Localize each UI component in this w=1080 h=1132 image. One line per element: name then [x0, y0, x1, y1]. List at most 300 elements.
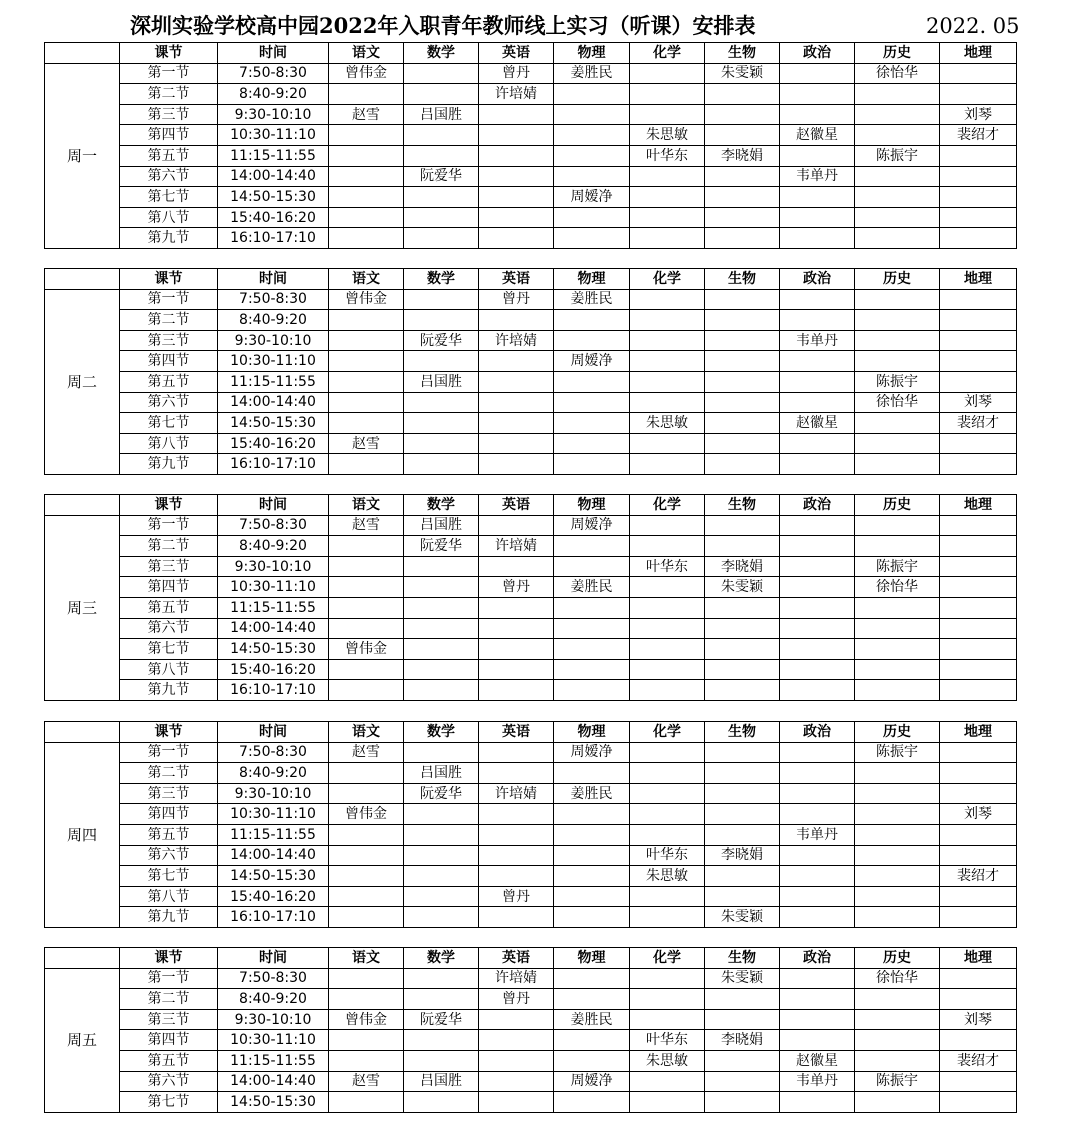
schedule-table-5: [44, 947, 1017, 1113]
column-header: 生物: [705, 948, 780, 969]
teacher-cell: [554, 1092, 630, 1113]
teacher-cell: [705, 1050, 780, 1071]
table-row: [45, 845, 1017, 866]
column-header: 生物: [705, 43, 780, 64]
teacher-cell: [404, 454, 479, 475]
teacher-cell: 曾丹: [479, 63, 554, 84]
table-row: [45, 556, 1017, 577]
period-cell: 第一节: [120, 289, 218, 310]
teacher-cell: [404, 824, 479, 845]
teacher-cell: [855, 639, 940, 660]
period-cell: 第二节: [120, 989, 218, 1010]
time-cell: 8:40-9:20: [218, 536, 329, 557]
column-header: 时间: [218, 43, 329, 64]
teacher-cell: [940, 845, 1017, 866]
table-row: [45, 536, 1017, 557]
teacher-cell: [630, 289, 705, 310]
teacher-cell: 吕国胜: [404, 1071, 479, 1092]
teacher-cell: [940, 515, 1017, 536]
column-header: 语文: [329, 269, 404, 290]
period-cell: 第二节: [120, 763, 218, 784]
teacher-cell: [479, 145, 554, 166]
teacher-cell: 阮爱华: [404, 166, 479, 187]
teacher-cell: [554, 145, 630, 166]
teacher-cell: [780, 907, 855, 928]
time-cell: 9:30-10:10: [218, 104, 329, 125]
teacher-cell: [630, 639, 705, 660]
teacher-cell: [479, 125, 554, 146]
period-cell: 第二节: [120, 536, 218, 557]
teacher-cell: [940, 639, 1017, 660]
column-header: 政治: [780, 269, 855, 290]
teacher-cell: [780, 618, 855, 639]
teacher-cell: [940, 763, 1017, 784]
period-cell: 第七节: [120, 413, 218, 434]
teacher-cell: [554, 597, 630, 618]
table-row: [45, 1009, 1017, 1030]
teacher-cell: 赵雪: [329, 433, 404, 454]
period-cell: 第五节: [120, 371, 218, 392]
teacher-cell: [630, 1009, 705, 1030]
period-cell: 第六节: [120, 166, 218, 187]
teacher-cell: [705, 104, 780, 125]
teacher-cell: [479, 680, 554, 701]
teacher-cell: [855, 536, 940, 557]
teacher-cell: [554, 866, 630, 887]
teacher-cell: [404, 145, 479, 166]
column-header: 英语: [479, 722, 554, 743]
column-header: 时间: [218, 722, 329, 743]
column-header: 化学: [630, 495, 705, 516]
teacher-cell: [940, 1030, 1017, 1051]
teacher-cell: [780, 742, 855, 763]
column-header: 语文: [329, 495, 404, 516]
teacher-cell: [705, 515, 780, 536]
teacher-cell: 吕国胜: [404, 515, 479, 536]
teacher-cell: 阮爱华: [404, 330, 479, 351]
table-row: [45, 392, 1017, 413]
teacher-cell: [780, 371, 855, 392]
teacher-cell: [404, 989, 479, 1010]
teacher-cell: [404, 866, 479, 887]
teacher-cell: [479, 845, 554, 866]
teacher-cell: [329, 84, 404, 105]
table-row: [45, 1050, 1017, 1071]
teacher-cell: [780, 763, 855, 784]
teacher-cell: 叶华东: [630, 556, 705, 577]
teacher-cell: [479, 1092, 554, 1113]
column-header: 生物: [705, 495, 780, 516]
teacher-cell: [554, 433, 630, 454]
teacher-cell: [780, 351, 855, 372]
column-header: 生物: [705, 722, 780, 743]
teacher-cell: [554, 84, 630, 105]
teacher-cell: [780, 63, 855, 84]
table-header-row: [45, 43, 1017, 64]
teacher-cell: [554, 392, 630, 413]
period-cell: 第八节: [120, 659, 218, 680]
weekday-label: 周三: [45, 515, 120, 700]
teacher-cell: [705, 680, 780, 701]
teacher-cell: 裴绍才: [940, 866, 1017, 887]
time-cell: 11:15-11:55: [218, 597, 329, 618]
teacher-cell: [630, 207, 705, 228]
teacher-cell: [329, 228, 404, 249]
table-header-row: [45, 722, 1017, 743]
teacher-cell: 赵雪: [329, 1071, 404, 1092]
teacher-cell: [855, 804, 940, 825]
column-header: 历史: [855, 948, 940, 969]
teacher-cell: [780, 804, 855, 825]
teacher-cell: [479, 618, 554, 639]
teacher-cell: [404, 845, 479, 866]
teacher-cell: [855, 1009, 940, 1030]
schedule-table-1: [44, 42, 1017, 249]
period-cell: 第七节: [120, 187, 218, 208]
teacher-cell: [705, 783, 780, 804]
teacher-cell: [479, 659, 554, 680]
time-cell: 16:10-17:10: [218, 907, 329, 928]
teacher-cell: [940, 228, 1017, 249]
teacher-cell: 赵雪: [329, 104, 404, 125]
teacher-cell: [329, 187, 404, 208]
teacher-cell: [630, 824, 705, 845]
teacher-cell: 陈振宇: [855, 556, 940, 577]
time-cell: 15:40-16:20: [218, 886, 329, 907]
teacher-cell: [630, 330, 705, 351]
time-cell: 9:30-10:10: [218, 556, 329, 577]
column-header: 历史: [855, 269, 940, 290]
teacher-cell: [940, 659, 1017, 680]
table-header-row: [45, 495, 1017, 516]
teacher-cell: [554, 125, 630, 146]
teacher-cell: [554, 763, 630, 784]
teacher-cell: [630, 577, 705, 598]
teacher-cell: [780, 187, 855, 208]
teacher-cell: [329, 1050, 404, 1071]
teacher-cell: [329, 824, 404, 845]
teacher-cell: [630, 1071, 705, 1092]
column-header: 数学: [404, 269, 479, 290]
period-cell: 第四节: [120, 125, 218, 146]
teacher-cell: [479, 907, 554, 928]
teacher-cell: [329, 145, 404, 166]
period-cell: 第六节: [120, 618, 218, 639]
teacher-cell: [940, 145, 1017, 166]
teacher-cell: 吕国胜: [404, 104, 479, 125]
teacher-cell: 叶华东: [630, 845, 705, 866]
teacher-cell: [630, 310, 705, 331]
time-cell: 15:40-16:20: [218, 433, 329, 454]
teacher-cell: [705, 413, 780, 434]
teacher-cell: 裴绍才: [940, 1050, 1017, 1071]
teacher-cell: [780, 577, 855, 598]
teacher-cell: [940, 433, 1017, 454]
teacher-cell: [630, 84, 705, 105]
table-row: [45, 228, 1017, 249]
period-cell: 第一节: [120, 968, 218, 989]
teacher-cell: [855, 1092, 940, 1113]
teacher-cell: [630, 907, 705, 928]
teacher-cell: [705, 618, 780, 639]
table-row: [45, 680, 1017, 701]
teacher-cell: [329, 1030, 404, 1051]
teacher-cell: 吕国胜: [404, 763, 479, 784]
teacher-cell: [329, 392, 404, 413]
column-header: 语文: [329, 948, 404, 969]
teacher-cell: [855, 659, 940, 680]
teacher-cell: [479, 742, 554, 763]
teacher-cell: [705, 989, 780, 1010]
time-cell: 9:30-10:10: [218, 1009, 329, 1030]
teacher-cell: 刘琴: [940, 804, 1017, 825]
period-cell: 第八节: [120, 433, 218, 454]
teacher-cell: [554, 1030, 630, 1051]
teacher-cell: [705, 742, 780, 763]
table-row: [45, 145, 1017, 166]
teacher-cell: [940, 824, 1017, 845]
teacher-cell: [855, 680, 940, 701]
column-header: 化学: [630, 43, 705, 64]
teacher-cell: [855, 454, 940, 475]
teacher-cell: [630, 104, 705, 125]
teacher-cell: [554, 968, 630, 989]
weekday-label: 周四: [45, 742, 120, 927]
teacher-cell: [705, 371, 780, 392]
teacher-cell: 朱思敏: [630, 413, 705, 434]
teacher-cell: [404, 639, 479, 660]
time-cell: 11:15-11:55: [218, 145, 329, 166]
teacher-cell: [554, 907, 630, 928]
teacher-cell: [780, 639, 855, 660]
teacher-cell: [855, 618, 940, 639]
teacher-cell: [404, 1030, 479, 1051]
teacher-cell: [855, 866, 940, 887]
time-cell: 7:50-8:30: [218, 515, 329, 536]
teacher-cell: 许培婧: [479, 536, 554, 557]
teacher-cell: [554, 454, 630, 475]
teacher-cell: [404, 804, 479, 825]
period-cell: 第五节: [120, 597, 218, 618]
teacher-cell: [329, 763, 404, 784]
teacher-cell: [855, 1030, 940, 1051]
teacher-cell: [479, 1030, 554, 1051]
teacher-cell: [404, 907, 479, 928]
teacher-cell: [554, 330, 630, 351]
teacher-cell: [780, 433, 855, 454]
teacher-cell: 陈振宇: [855, 145, 940, 166]
column-header: 数学: [404, 948, 479, 969]
teacher-cell: 赵徽星: [780, 413, 855, 434]
teacher-cell: 裴绍才: [940, 413, 1017, 434]
table-row: [45, 454, 1017, 475]
teacher-cell: 周嫒净: [554, 515, 630, 536]
time-cell: 14:00-14:40: [218, 618, 329, 639]
teacher-cell: [479, 763, 554, 784]
teacher-cell: [780, 454, 855, 475]
table-row: [45, 63, 1017, 84]
teacher-cell: 曾丹: [479, 577, 554, 598]
teacher-cell: [404, 680, 479, 701]
teacher-cell: [705, 310, 780, 331]
teacher-cell: 曾伟金: [329, 639, 404, 660]
period-cell: 第一节: [120, 515, 218, 536]
teacher-cell: 曾伟金: [329, 1009, 404, 1030]
teacher-cell: 朱思敏: [630, 1050, 705, 1071]
teacher-cell: [479, 1009, 554, 1030]
column-header: 政治: [780, 495, 855, 516]
teacher-cell: [940, 989, 1017, 1010]
time-cell: 8:40-9:20: [218, 763, 329, 784]
teacher-cell: [479, 310, 554, 331]
teacher-cell: 李晓娟: [705, 1030, 780, 1051]
teacher-cell: [940, 556, 1017, 577]
teacher-cell: [940, 63, 1017, 84]
time-cell: 11:15-11:55: [218, 824, 329, 845]
table-row: [45, 742, 1017, 763]
time-cell: 8:40-9:20: [218, 310, 329, 331]
time-cell: 11:15-11:55: [218, 1050, 329, 1071]
teacher-cell: [855, 207, 940, 228]
teacher-cell: [404, 597, 479, 618]
teacher-cell: [329, 125, 404, 146]
teacher-cell: [705, 207, 780, 228]
teacher-cell: [404, 1050, 479, 1071]
weekday-label: 周五: [45, 968, 120, 1112]
period-cell: 第四节: [120, 577, 218, 598]
teacher-cell: [404, 392, 479, 413]
teacher-cell: [940, 310, 1017, 331]
time-cell: 7:50-8:30: [218, 742, 329, 763]
teacher-cell: [404, 207, 479, 228]
teacher-cell: 周嫒净: [554, 742, 630, 763]
teacher-cell: 朱雯颖: [705, 907, 780, 928]
teacher-cell: [630, 763, 705, 784]
teacher-cell: [329, 659, 404, 680]
table-row: [45, 989, 1017, 1010]
teacher-cell: [329, 783, 404, 804]
teacher-cell: 陈振宇: [855, 1071, 940, 1092]
table-header-row: [45, 269, 1017, 290]
weekday-label: 周一: [45, 63, 120, 248]
period-cell: 第四节: [120, 351, 218, 372]
teacher-cell: [404, 659, 479, 680]
column-header: 地理: [940, 43, 1017, 64]
teacher-cell: [705, 351, 780, 372]
teacher-cell: [404, 310, 479, 331]
teacher-cell: 周嫒净: [554, 1071, 630, 1092]
teacher-cell: [705, 228, 780, 249]
teacher-cell: [404, 1092, 479, 1113]
teacher-cell: [479, 515, 554, 536]
teacher-cell: [705, 1092, 780, 1113]
column-header: 英语: [479, 269, 554, 290]
time-cell: 15:40-16:20: [218, 207, 329, 228]
teacher-cell: [705, 433, 780, 454]
teacher-cell: 姜胜民: [554, 63, 630, 84]
teacher-cell: [404, 618, 479, 639]
column-header: 政治: [780, 948, 855, 969]
period-cell: 第五节: [120, 824, 218, 845]
period-cell: 第三节: [120, 1009, 218, 1030]
table-row: [45, 1092, 1017, 1113]
table-row: [45, 886, 1017, 907]
teacher-cell: [630, 804, 705, 825]
table-row: [45, 84, 1017, 105]
teacher-cell: [855, 187, 940, 208]
column-header: 课节: [120, 269, 218, 290]
column-header: 化学: [630, 722, 705, 743]
teacher-cell: [855, 907, 940, 928]
period-cell: 第八节: [120, 886, 218, 907]
teacher-cell: 曾伟金: [329, 289, 404, 310]
teacher-cell: [479, 597, 554, 618]
teacher-cell: [855, 289, 940, 310]
teacher-cell: [329, 351, 404, 372]
teacher-cell: [780, 145, 855, 166]
column-header: 时间: [218, 495, 329, 516]
teacher-cell: [780, 886, 855, 907]
teacher-cell: [855, 886, 940, 907]
teacher-cell: [780, 989, 855, 1010]
teacher-cell: 刘琴: [940, 1009, 1017, 1030]
teacher-cell: [780, 228, 855, 249]
teacher-cell: 叶华东: [630, 145, 705, 166]
teacher-cell: 姜胜民: [554, 577, 630, 598]
time-cell: 7:50-8:30: [218, 63, 329, 84]
column-header: 物理: [554, 269, 630, 290]
teacher-cell: [479, 824, 554, 845]
teacher-cell: [329, 556, 404, 577]
teacher-cell: [554, 556, 630, 577]
teacher-cell: [780, 968, 855, 989]
teacher-cell: [855, 1050, 940, 1071]
table-row: [45, 289, 1017, 310]
teacher-cell: 姜胜民: [554, 783, 630, 804]
table-row: [45, 968, 1017, 989]
teacher-cell: 曾丹: [479, 886, 554, 907]
teacher-cell: [329, 618, 404, 639]
teacher-cell: [479, 207, 554, 228]
table-row: [45, 187, 1017, 208]
table-row: [45, 330, 1017, 351]
column-header: 物理: [554, 43, 630, 64]
teacher-cell: [630, 680, 705, 701]
schedule-table-4: [44, 721, 1017, 928]
teacher-cell: 韦单丹: [780, 330, 855, 351]
time-cell: 10:30-11:10: [218, 804, 329, 825]
teacher-cell: [780, 289, 855, 310]
column-header: 政治: [780, 722, 855, 743]
time-cell: 10:30-11:10: [218, 125, 329, 146]
teacher-cell: [554, 618, 630, 639]
time-cell: 14:50-15:30: [218, 1092, 329, 1113]
column-header: 化学: [630, 269, 705, 290]
teacher-cell: [855, 228, 940, 249]
teacher-cell: [630, 454, 705, 475]
teacher-cell: [940, 207, 1017, 228]
period-cell: 第六节: [120, 1071, 218, 1092]
teacher-cell: [705, 763, 780, 784]
period-cell: 第三节: [120, 330, 218, 351]
teacher-cell: [630, 989, 705, 1010]
teacher-cell: [404, 63, 479, 84]
teacher-cell: [940, 351, 1017, 372]
teacher-cell: [940, 84, 1017, 105]
teacher-cell: [705, 824, 780, 845]
teacher-cell: [940, 742, 1017, 763]
teacher-cell: [940, 597, 1017, 618]
